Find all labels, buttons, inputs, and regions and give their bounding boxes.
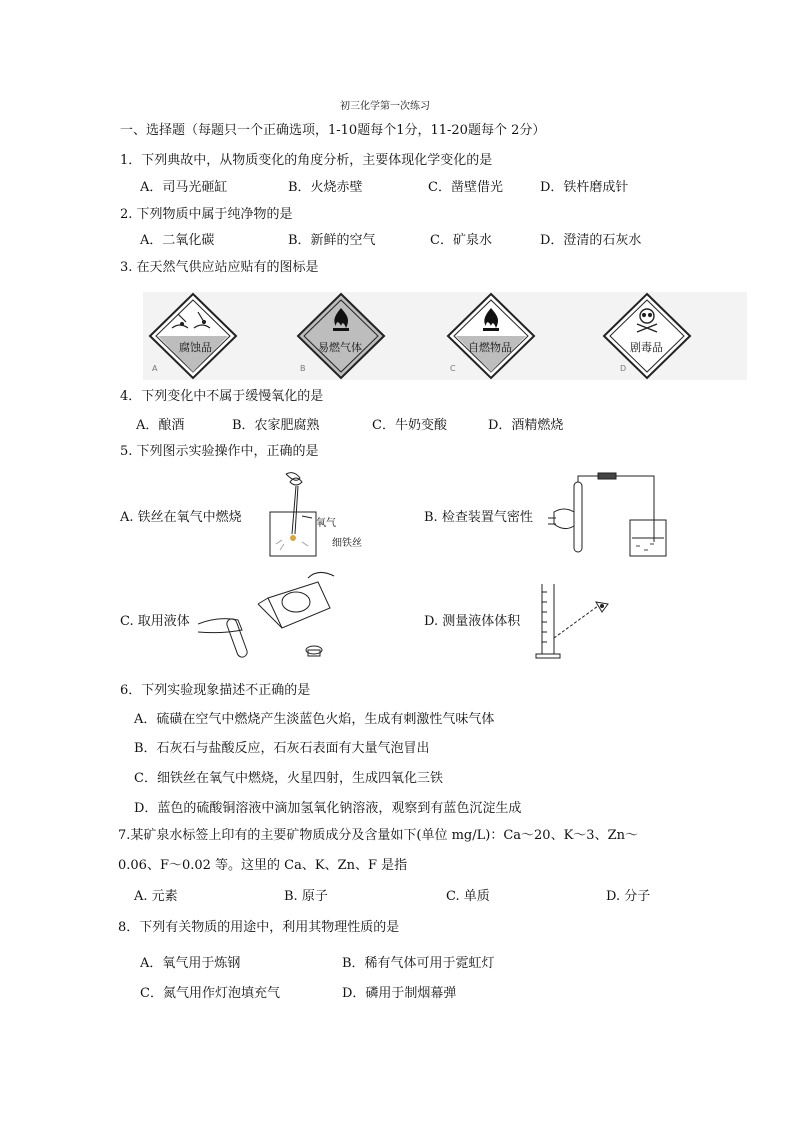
q2-stem: 2. 下列物质中属于纯净物的是 — [120, 207, 293, 222]
q5-option-a: A. 铁丝在氧气中燃烧 — [120, 510, 242, 525]
q5-option-b: B. 检查装置气密性 — [424, 510, 533, 525]
figure-iron-wire-burning — [262, 470, 402, 560]
sign-c-text: 自燃物品 — [468, 341, 512, 354]
q1-stem: 1．下列典故中，从物质变化的角度分析，主要体现化学变化的是 — [120, 153, 493, 168]
q7-option-a: A. 元素 — [134, 889, 178, 904]
label-oxygen: 氧气 — [316, 518, 336, 529]
q6-option-a: A．硫磺在空气中燃烧产生淡蓝色火焰，生成有刺激性气味气体 — [134, 712, 495, 727]
q1-option-a: A．司马光砸缸 — [140, 180, 228, 195]
q1-option-b: B．火烧赤壁 — [288, 180, 363, 195]
q4-option-b: B．农家肥腐熟 — [232, 418, 320, 433]
q2-option-a: A．二氧化碳 — [140, 233, 215, 248]
sign-d-letter: D — [620, 364, 627, 373]
q6-option-b: B．石灰石与盐酸反应，石灰石表面有大量气泡冒出 — [134, 741, 430, 756]
sign-c-letter: C — [450, 364, 456, 373]
q2-option-b: B．新鲜的空气 — [288, 233, 376, 248]
q5-stem: 5. 下列图示实验操作中，正确的是 — [120, 444, 319, 459]
sign-d-text: 剧毒品 — [630, 341, 663, 354]
q5-option-c: C. 取用液体 — [120, 614, 190, 629]
q4-stem: 4．下列变化中不属于缓慢氧化的是 — [120, 389, 324, 404]
q3-stem: 3. 在天然气供应站应贴有的图标是 — [120, 260, 319, 275]
q4-option-d: D．酒精燃烧 — [488, 418, 564, 433]
q8-option-d: D．磷用于制烟幕弹 — [342, 986, 457, 1001]
sign-toxic — [602, 292, 692, 380]
q5-option-d: D. 测量液体体积 — [424, 614, 521, 629]
q7-stem-line2: 0.06、F～0.02 等。这里的 Ca、K、Zn、F 是指 — [118, 858, 408, 873]
q7-stem-line1: 7.某矿泉水标签上印有的主要矿物质成分及含量如下(单位 mg/L)：Ca～20、K～3、Zn～ — [118, 828, 638, 843]
q8-stem: 8．下列有关物质的用途中，利用其物理性质的是 — [118, 920, 400, 935]
sign-a-text: 腐蚀品 — [179, 341, 212, 354]
figure-pour-liquid — [198, 568, 338, 664]
q4-option-a: A．酿酒 — [136, 418, 185, 433]
q2-option-d: D．澄清的石灰水 — [540, 233, 642, 248]
q7-option-b: B. 原子 — [284, 889, 328, 904]
q8-option-c: C．氮气用作灯泡填充气 — [140, 986, 280, 1001]
q8-option-b: B．稀有气体可用于霓虹灯 — [342, 956, 495, 971]
q6-stem: 6．下列实验现象描述不正确的是 — [120, 683, 311, 698]
label-iron-wire: 细铁丝 — [332, 538, 362, 549]
q6-option-c: C．细铁丝在氧气中燃烧，火星四射，生成四氧化三铁 — [134, 771, 443, 786]
q6-option-d: D．蓝色的硫酸铜溶液中滴加氢氧化钠溶液，观察到有蓝色沉淀生成 — [134, 801, 522, 816]
q7-option-d: D. 分子 — [606, 889, 651, 904]
q7-option-c: C. 单质 — [446, 889, 490, 904]
q4-option-c: C．牛奶变酸 — [372, 418, 447, 433]
figure-measure-volume — [532, 580, 622, 662]
sign-b-letter: B — [300, 364, 306, 373]
q2-option-c: C．矿泉水 — [430, 233, 492, 248]
q1-option-d: D．铁杵磨成针 — [540, 180, 629, 195]
q1-option-c: C．凿壁借光 — [428, 180, 503, 195]
section-heading: 一、选择题（每题只一个正确选项，1-10题每个1分，11-20题每个 2分） — [120, 123, 546, 138]
sign-corrosive — [148, 292, 238, 380]
sign-a-letter: A — [152, 364, 158, 373]
q8-option-a: A．氧气用于炼钢 — [140, 956, 241, 971]
page-title: 初三化学第一次练习 — [340, 101, 430, 112]
sign-flammable-gas — [296, 292, 386, 380]
sign-b-text: 易燃气体 — [318, 341, 362, 354]
sign-spontaneous-combustion — [446, 292, 536, 380]
figure-airtightness-check — [546, 472, 668, 560]
